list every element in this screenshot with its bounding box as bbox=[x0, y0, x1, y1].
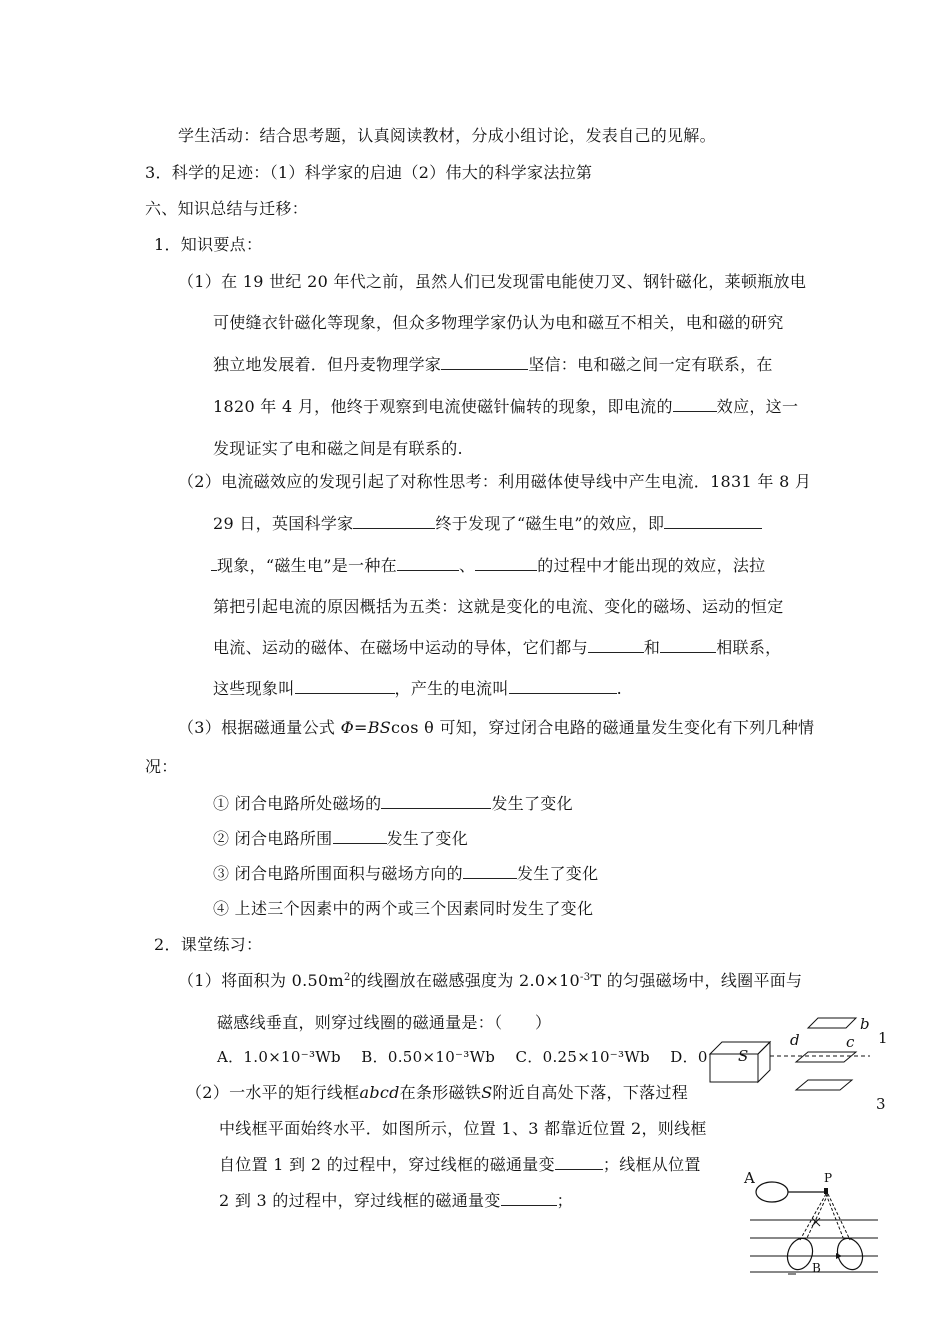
classroom-practice-heading: 2．课堂练习： bbox=[154, 935, 263, 954]
case-3-a: ③ 闭合电路所围面积与磁场方向的 bbox=[213, 864, 463, 883]
p1-line4 bbox=[213, 397, 798, 417]
q2-line4-a: 2 到 3 的过程中，穿过线框的磁通量变 bbox=[219, 1191, 501, 1210]
blank-english-scientist[interactable] bbox=[353, 514, 435, 529]
blank-case-3[interactable] bbox=[463, 864, 517, 879]
p1-line4-a: 1820 年 4 月，他终于观察到电流使磁针偏转的现象，即电流的 bbox=[213, 397, 673, 416]
q1-line1-b: 的线圈放在磁感强度为 2.0×10 bbox=[350, 971, 581, 990]
q1-sup-2: 2 bbox=[343, 972, 351, 983]
blank-case-2[interactable] bbox=[333, 829, 387, 844]
blank-current-effect[interactable] bbox=[673, 397, 717, 412]
blank-flux-1-to-2[interactable] bbox=[555, 1155, 603, 1170]
q2-line1-c: 附近自高处下落，下落过程 bbox=[492, 1083, 689, 1102]
case-2-a: ② 闭合电路所围 bbox=[213, 829, 333, 848]
q2-line1-b: 在条形磁铁 bbox=[399, 1083, 482, 1102]
p2-line6-c: . bbox=[616, 679, 623, 698]
blank-danish-physicist[interactable] bbox=[441, 355, 528, 370]
q2-line3 bbox=[219, 1155, 701, 1175]
p1-line4-b: 效应，这一 bbox=[716, 397, 799, 416]
blank-related-1[interactable] bbox=[588, 638, 644, 653]
q2-line1-a: （2）一水平的矩行线框 bbox=[186, 1083, 360, 1102]
blank-process-2[interactable] bbox=[475, 556, 537, 571]
p2-line2-b: 终于发现了“磁生电”的效应，即 bbox=[435, 514, 665, 533]
q2-line4-b: ； bbox=[556, 1191, 573, 1210]
p2-line2 bbox=[213, 514, 762, 534]
q2-line4 bbox=[219, 1191, 573, 1211]
p2-line5-a: 电流、运动的磁体、在磁场中运动的导体，它们都与 bbox=[213, 638, 588, 657]
q1-options: A．1.0×10⁻³Wb B．0.50×10⁻³Wb C．0.25×10⁻³Wb D．0 bbox=[217, 1048, 708, 1066]
case-1-a: ① 闭合电路所处磁场的 bbox=[213, 794, 382, 813]
blank-flux-2-to-3[interactable] bbox=[501, 1191, 557, 1206]
p3-line2: 况： bbox=[145, 757, 178, 776]
student-activity: 学生活动：结合思考题，认真阅读教材，分成小组讨论，发表自己的见解。 bbox=[178, 126, 716, 145]
fig1-label-S: S bbox=[738, 1047, 749, 1065]
flux-formula: Φ=BS bbox=[340, 718, 392, 737]
frame-abcd: abcd bbox=[359, 1083, 400, 1102]
p1-line2: 可使缝衣针磁化等现象，但众多物理学家仍认为电和磁互不相关，电和磁的研究 bbox=[213, 313, 784, 332]
q1-line1-c: T 的匀强磁场中，线圈平面与 bbox=[590, 971, 803, 990]
q2-line3-b: ；线框从位置 bbox=[602, 1155, 701, 1174]
magnet-S: S bbox=[481, 1083, 493, 1102]
q1-sup-minus3: -3 bbox=[580, 972, 591, 983]
q2-line2: 中线框平面始终水平．如图所示，位置 1、3 都靠近位置 2，则线框 bbox=[219, 1119, 707, 1138]
case-1-b: 发生了变化 bbox=[491, 794, 573, 813]
fig2-label-P: P bbox=[824, 1171, 833, 1185]
p3-line1-a: （3）根据磁通量公式 bbox=[178, 718, 336, 737]
blank-related-2[interactable] bbox=[660, 638, 716, 653]
p2-line5-c: 相联系， bbox=[716, 638, 782, 657]
case-2-b: 发生了变化 bbox=[386, 829, 469, 848]
p2-line4: 第把引起电流的原因概括为五类：这就是变化的电流、变化的磁场、运动的恒定 bbox=[213, 597, 784, 616]
p1-line3-a: 独立地发展着．但丹麦物理学家 bbox=[213, 355, 442, 374]
p2-line3-c: 的过程中才能出现的效应，法拉 bbox=[537, 556, 766, 575]
fig1-label-b: b bbox=[860, 1015, 870, 1033]
p2-line6-a: 这些现象叫 bbox=[213, 679, 295, 698]
fig2-label-B: B bbox=[812, 1261, 821, 1275]
fig1-label-d: d bbox=[790, 1031, 800, 1049]
figure-pendulum bbox=[742, 1168, 882, 1280]
fig2-label-A: A bbox=[744, 1169, 755, 1187]
p2-line3-a: 现象，“磁生电”是一种在 bbox=[217, 556, 397, 575]
q1-line1 bbox=[178, 971, 802, 991]
p1-line1: （1）在 19 世纪 20 年代之前，虽然人们已发现雷电能使刀叉、钢针磁化，莱顿瓶放电 bbox=[178, 272, 807, 291]
section-3-heading: 3．科学的足迹：（1）科学家的启迪（2）伟大的科学家法拉第 bbox=[145, 163, 593, 182]
blank-process-1[interactable] bbox=[397, 556, 459, 571]
fig1-label-c: c bbox=[846, 1033, 855, 1051]
p1-line5: 发现证实了电和磁之间是有联系的. bbox=[213, 439, 463, 458]
fig1-position-3: 3 bbox=[876, 1095, 886, 1113]
case-2 bbox=[213, 829, 468, 849]
case-3-b: 发生了变化 bbox=[516, 864, 599, 883]
p2-line3 bbox=[211, 556, 765, 576]
q2-line1 bbox=[186, 1083, 688, 1103]
p2-line6 bbox=[213, 679, 622, 699]
case-3 bbox=[213, 864, 598, 884]
p2-line2-a: 29 日，英国科学家 bbox=[213, 514, 354, 533]
fig1-position-1: 1 bbox=[878, 1029, 888, 1047]
blank-phenomenon[interactable] bbox=[664, 514, 762, 529]
case-4: ④ 上述三个因素中的两个或三个因素同时发生了变化 bbox=[213, 899, 594, 918]
p2-line5 bbox=[213, 638, 781, 658]
p2-line1: （2）电流磁效应的发现引起了对称性思考：利用磁体使导线中产生电流．1831 年 8 月 bbox=[178, 472, 812, 491]
knowledge-points-heading: 1．知识要点： bbox=[154, 235, 263, 254]
q1-line2: 磁感线垂直，则穿过线圈的磁通量是：（ ） bbox=[217, 1013, 552, 1032]
blank-case-1[interactable] bbox=[381, 794, 491, 809]
p3-line1-b: cos θ 可知，穿过闭合电路的磁通量发生变化有下列几种情 bbox=[391, 718, 815, 737]
q1-line1-a: （1）将面积为 0.50m bbox=[178, 971, 344, 990]
p3-line1 bbox=[178, 718, 814, 738]
blank-phenomena-name[interactable] bbox=[295, 679, 395, 694]
p2-line3-b: 、 bbox=[458, 556, 476, 575]
figure-magnet-frame bbox=[700, 1010, 900, 1120]
section-6-heading: 六、知识总结与迁移： bbox=[145, 199, 309, 218]
case-1 bbox=[213, 794, 573, 814]
q2-line3-a: 自位置 1 到 2 的过程中，穿过线框的磁通量变 bbox=[219, 1155, 555, 1174]
p2-line5-b: 和 bbox=[643, 638, 661, 657]
p2-line6-b: ，产生的电流叫 bbox=[394, 679, 509, 698]
blank-current-name[interactable] bbox=[509, 679, 617, 694]
magnet-frame-diagram bbox=[700, 1010, 900, 1120]
p1-line3 bbox=[213, 355, 773, 375]
p1-line3-b: 坚信：电和磁之间一定有联系，在 bbox=[528, 355, 773, 374]
